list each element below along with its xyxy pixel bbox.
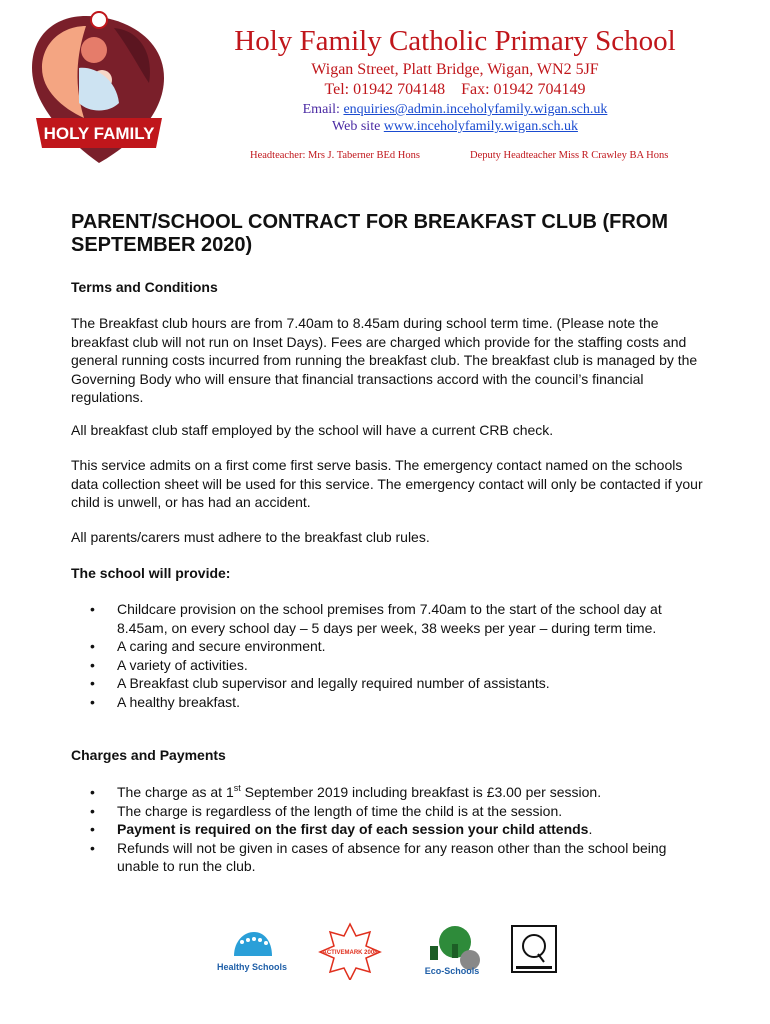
- logo-text: HOLY FAMILY: [43, 124, 155, 143]
- email-link[interactable]: enquiries@admin.inceholyfamily.wigan.sch.uk: [343, 102, 608, 117]
- svg-text:Eco-Schools: Eco-Schools: [424, 966, 480, 976]
- list-item: • The charge is regardless of the length of time the child is at the session.: [90, 802, 700, 821]
- paragraph-admission: This service admits on a first come first serve basis. The emergency contact named on the schools data collection sheet will be used for this service. The emergency contact will only be contacted if your child is unwell, or has had an accident.: [71, 457, 703, 510]
- school-logo: [24, 8, 174, 173]
- deputy-headteacher: Deputy Headteacher Miss R Crawley BA Hons: [470, 150, 669, 161]
- list-item: • A Breakfast club supervisor and legally required number of assistants.: [90, 674, 700, 693]
- fax-number: Fax: 01942 704149: [461, 81, 586, 98]
- website-link[interactable]: www.inceholyfamily.wigan.sch.uk: [383, 119, 578, 134]
- quality-mark-logo: [510, 924, 558, 976]
- activemark-logo: [318, 922, 382, 980]
- email-line: [190, 101, 720, 118]
- charges-list: [90, 783, 700, 876]
- provide-list: [90, 600, 700, 711]
- school-address: Wigan Street, Platt Bridge, Wigan, WN2 5JF: [311, 61, 599, 78]
- headteacher: Headteacher: Mrs J. Taberner BEd Hons: [250, 150, 420, 161]
- web-label: Web site: [332, 119, 381, 134]
- terms-heading: Terms and Conditions: [71, 279, 218, 295]
- list-item: • A caring and secure environment.: [90, 637, 700, 656]
- list-item: • The charge as at 1st September 2019 including breakfast is £3.00 per session.: [90, 783, 700, 802]
- list-item: • A variety of activities.: [90, 656, 700, 675]
- healthy-schools-logo: [212, 926, 292, 976]
- website-line: [190, 118, 720, 135]
- list-item: • Refunds will not be given in cases of absence for any reason other than the school being unable to run the club.: [90, 839, 700, 876]
- list-item: • Payment is required on the first day of each session your child attends.: [90, 820, 700, 839]
- svg-text:Healthy Schools: Healthy Schools: [216, 962, 288, 972]
- svg-text:ACTIVEMARK 2008: ACTIVEMARK 2008: [322, 950, 378, 956]
- paragraph-hours: The Breakfast club hours are from 7.40am to 8.45am during school term time. (Please note the breakfast club will not run on Inset Days). Fees are charged which provide for the staffing costs and general running costs incurred from running the breakfast club. The breakfast club is managed by the Governing Body who will ensure that financial transactions accord with the council’s financial regulations.: [71, 315, 698, 405]
- paragraph-rules: All parents/carers must adhere to the breakfast club rules.: [71, 529, 430, 545]
- eco-schools-logo: [422, 922, 488, 978]
- provide-heading: The school will provide:: [71, 565, 231, 581]
- list-item: • Childcare provision on the school premises from 7.40am to the start of the school day at 8.45am, on every school day – 5 days per week, 38 weeks per year – during term time.: [90, 600, 700, 637]
- list-item: • A healthy breakfast.: [90, 693, 700, 712]
- school-name: Holy Family Catholic Primary School: [234, 25, 676, 57]
- footer-logos: [0, 922, 770, 982]
- contact-phone: [190, 80, 720, 99]
- paragraph-crb: All breakfast club staff employed by the school will have a current CRB check.: [71, 422, 554, 438]
- document-title: PARENT/SCHOOL CONTRACT FOR BREAKFAST CLUB (FROM SEPTEMBER 2020): [71, 211, 669, 256]
- tel-number: Tel: 01942 704148: [324, 81, 446, 98]
- charges-heading: Charges and Payments: [71, 747, 226, 763]
- email-label: Email:: [302, 102, 340, 117]
